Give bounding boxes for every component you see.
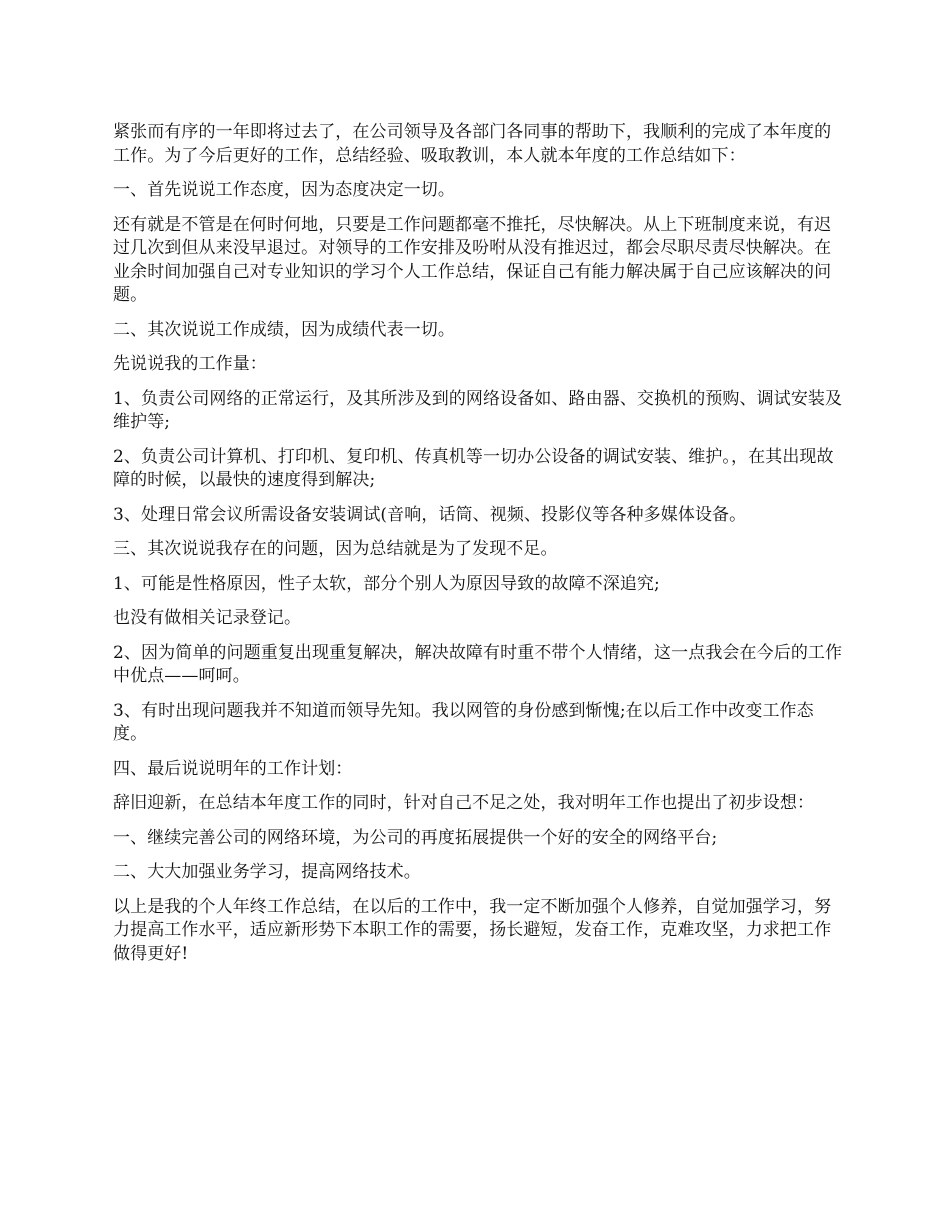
list-item-plan-2: 二、大大加强业务学习，提高网络技术。 bbox=[113, 862, 421, 882]
list-item-plan-1: 一、继续完善公司的网络环境，为公司的再度拓展提供一个好的安全的网络平台; bbox=[113, 827, 718, 848]
list-item-workload-3: 3、处理日常会议所需设备安装调试(音响，话筒、视频、投影仪等各种多媒体设备。 bbox=[113, 504, 747, 525]
paragraph-plan-intro: 辞旧迎新，在总结本年度工作的同时，针对自己不足之处，我对明年工作也提出了初步设想： bbox=[113, 793, 815, 813]
list-item-workload-2: 2、负责公司计算机、打印机、复印机、传真机等一切办公设备的调试安装、维护。，在其出现故障的时候，以最快的速度得到解决; bbox=[113, 446, 834, 490]
heading-next-year-plan: 四、最后说说明年的工作计划： bbox=[113, 758, 353, 779]
heading-work-attitude: 一、首先说说工作态度，因为态度决定一切。 bbox=[113, 180, 455, 200]
paragraph-work-attitude: 还有就是不管是在何时何地，只要是工作问题都毫不推托，尽快解决。从上下班制度来说，有迟过几次到但从来没早退过。对领导的工作安排及吩咐从没有推迟过，都会尽职尽责尽快解决。在业余时间加强自己对专业知识的学习个人工作总结，保证自己有能力解决属于自己应该解决的问题。 bbox=[113, 214, 832, 305]
list-item-workload-1: 1、负责公司网络的正常运行，及其所涉及到的网络设备如、路由器、交换机的预购、调试安装及维护等; bbox=[113, 388, 843, 432]
list-item-problem-1: 1、可能是性格原因，性子太软，部分个别人为原因导致的故障不深追究; bbox=[113, 573, 660, 594]
heading-problems: 三、其次说说我存在的问题，因为总结就是为了发现不足。 bbox=[113, 539, 558, 559]
list-item-problem-2: 2、因为简单的问题重复出现重复解决，解决故障有时重不带个人情绪，这一点我会在今后的工作中优点——呵呵。 bbox=[113, 642, 843, 686]
document-body bbox=[113, 121, 843, 977]
heading-work-achievements: 二、其次说说工作成绩，因为成绩代表一切。 bbox=[113, 319, 455, 340]
paragraph-intro: 紧张而有序的一年即将过去了，在公司领导及各部门各同事的帮助下，我顺利的完成了本年度的工作。为了今后更好的工作，总结经验、吸取教训，本人就本年度的工作总结如下： bbox=[113, 122, 832, 166]
paragraph-no-records: 也没有做相关记录登记。 bbox=[113, 608, 302, 628]
paragraph-conclusion: 以上是我的个人年终工作总结，在以后的工作中，我一定不断加强个人修养，自觉加强学习，努力提高工作水平，适应新形势下本职工作的需要，扬长避短，发奋工作，克难攻坚，力求把工作做得更好! bbox=[113, 896, 832, 964]
paragraph-workload-intro: 先说说我的工作量： bbox=[113, 354, 267, 374]
list-item-problem-3: 3、有时出现问题我并不知道而领导先知。我以网管的身份感到惭愧;在以后工作中改变工作态度。 bbox=[113, 700, 814, 744]
